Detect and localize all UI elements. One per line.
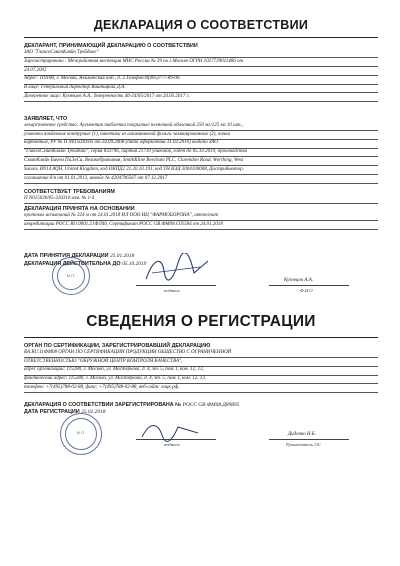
- accept-date-label: ДАТА ПРИНЯТИЯ ДЕКЛАРАЦИИ: [24, 252, 109, 259]
- statement-block: [24, 123, 378, 184]
- basis-line: аккредитации РОСС RU.0001.21ФЛ40, Сертификат РОСС GB.ФМ08.С05584 от 24.01.2018: [24, 222, 378, 230]
- organ-line: телефон: +7(495)788-02-88, факс: +7(495)788-02-88, веб-сайт: ооцк.рф,: [24, 385, 378, 393]
- signature-underline: [136, 439, 216, 440]
- signature-caption: подпись: [164, 441, 180, 447]
- statement-line: СмитКляйн Бичем ПиЭлСи, Великобритания, SmithKline Beecham PLC, Clarendon Road, Worthing, West: [24, 158, 378, 166]
- organ-header: ОРГАН ПО СЕРТИФИКАЦИИ, ЗАРЕГИСТРИРОВАВШИЙ ДЕКЛАРАЦИЮ: [24, 342, 211, 349]
- statement-line: Sussex, BN14 8QH, United Kingdom, код ОКПД2 21.20.10.191, код ТН ВЭД 3004100008, Дистрибьютор.: [24, 167, 378, 175]
- declarant-signature-row: [24, 269, 378, 309]
- basis-line: протокол испытаний № 324 м от 24.01.2018 ИЛ ООО ИЦ "ФАРМОБОРОНА", аттестат: [24, 213, 378, 221]
- title-divider: [24, 37, 378, 38]
- registration-signature-row: [24, 417, 378, 461]
- registration-stamp: [60, 413, 102, 455]
- name-caption: Руководитель ОС: [286, 441, 321, 447]
- signature-underline: [136, 285, 216, 286]
- registration-head-name: Диденко Н.Б.: [288, 431, 316, 437]
- accept-date-value: 25.01.2018: [110, 252, 135, 259]
- basis-block: [24, 213, 378, 230]
- name-underline: [269, 439, 349, 440]
- valid-date-label: ДЕКЛАРАЦИЯ ДЕЙСТВИТЕЛЬНА ДО: [24, 260, 121, 267]
- statement-line: лекарственное средство: Аугментин таблетки покрытые пленочной оболочкой 250 мг/125 мг 10 шт.,: [24, 123, 378, 131]
- declaration-title: ДЕКЛАРАЦИЯ О СООТВЕТСТВИИ: [93, 18, 309, 32]
- declarant-signature-icon: [142, 253, 212, 287]
- statement-line: соглашение б/н от 01.01.2013, инвойс № 4204796567 от 07.12.2017: [24, 176, 378, 184]
- reg-number-label: ДЕКЛАРАЦИЯ О СООТВЕТСТВИИ ЗАРЕГИСТРИРОВАНА №: [24, 401, 182, 408]
- declarant-line: ЗАО "ГлаксоСмитКляйн Трейдинг": [24, 50, 378, 58]
- declarant-line: В лице: Генеральный директор Вишницкий Д.А.: [24, 85, 378, 93]
- statement-line: упаковки ячейковые контурные (1), пакетики из алюминиевой фольги ламинированные (2), пачки: [24, 132, 378, 140]
- reg-number-value: РОСС GB.ФМ08.Д89895: [182, 401, 240, 408]
- valid-date-value: 05.10.2019: [122, 260, 147, 267]
- organ-block: [24, 350, 378, 393]
- declarant-stamp: [52, 257, 90, 295]
- registration-title: СВЕДЕНИЯ О РЕГИСТРАЦИИ: [86, 312, 316, 330]
- declarant-block: [24, 50, 378, 102]
- organ-line: RA.RU.11ФМ08 ОРГАН ПО СЕРТИФИКАЦИИ ПРОДУКЦИИ ОБЩЕСТВО С ОГРАНИЧЕННОЙ: [24, 350, 378, 358]
- statement-header: ЗАЯВЛЯЕТ, ЧТО: [24, 115, 68, 122]
- registration-divider: [24, 337, 378, 338]
- requirements-header: СООТВЕТСТВУЕТ ТРЕБОВАНИЯМ: [24, 188, 115, 195]
- reg-number-row: [24, 402, 378, 408]
- basis-header: ДЕКЛАРАЦИЯ ПРИНЯТА НА ОСНОВАНИИ: [24, 206, 135, 213]
- signature-caption: подпись: [164, 287, 180, 293]
- stamp-label: М.П.: [65, 418, 97, 450]
- declarant-line: 24.07.2002: [24, 68, 378, 76]
- name-caption: Ф.И.О: [300, 287, 313, 293]
- reg-date-value: 25.01.2018: [81, 408, 106, 415]
- requirements-line: П N015030/05-310310 изм. № 1-4: [24, 196, 378, 204]
- declarant-line: Адрес: 119180, г. Москва, Якиманская наб., д. 2.Телефон:8(495)777-89-00.: [24, 76, 378, 84]
- organ-line: ОТВЕТСТВЕННОСТЬЮ "ОКРУЖНОЙ ЦЕНТР КОНТРОЛЯ КАЧЕСТВА",: [24, 359, 378, 367]
- statement-line: картонные, РУ № П N015030/05 от 24.09.2008 (дата оформления 31.03.2010) выдано ЗАО: [24, 140, 378, 148]
- name-underline: [269, 285, 349, 286]
- declarant-line: Доверенное лицо: Кузнецов А.А., доверенность 46-24/05/2017 от 24.05.2017 г.: [24, 94, 378, 102]
- stamp-label: М.П.: [57, 262, 85, 290]
- organ-line: фактический адрес: 115280, г. Москва, ул. Мастеркова, д. 4, эт. 5, пом. I, ком. 12, 13,: [24, 376, 378, 384]
- declarant-name: Кузнецов А.А.: [284, 277, 313, 283]
- declarant-line: Зарегистрировано : Межрайонная инспекция МНС России № 39 по г.Москве ОГРН 1027739011486 от: [24, 59, 378, 67]
- organ-line: адрес организации: 115280, г. Москва, ул. Мастеркова, д. 4, эт. 5, пом. I, ком. 12, 13,: [24, 367, 378, 375]
- statement-line: "ГлаксоСмитКляйн Трейдинг", серия 833796, партия 21710 упаковок, годен до 05.10.2019, производства: [24, 149, 378, 157]
- requirements-block: [24, 196, 378, 204]
- declarant-header: ДЕКЛАРАНТ, ПРИНИМАЮЩИЙ ДЕКЛАРАЦИЮ О СООТВЕТСТВИИ: [24, 43, 198, 49]
- reg-date-label: ДАТА РЕГИСТРАЦИИ: [24, 408, 80, 415]
